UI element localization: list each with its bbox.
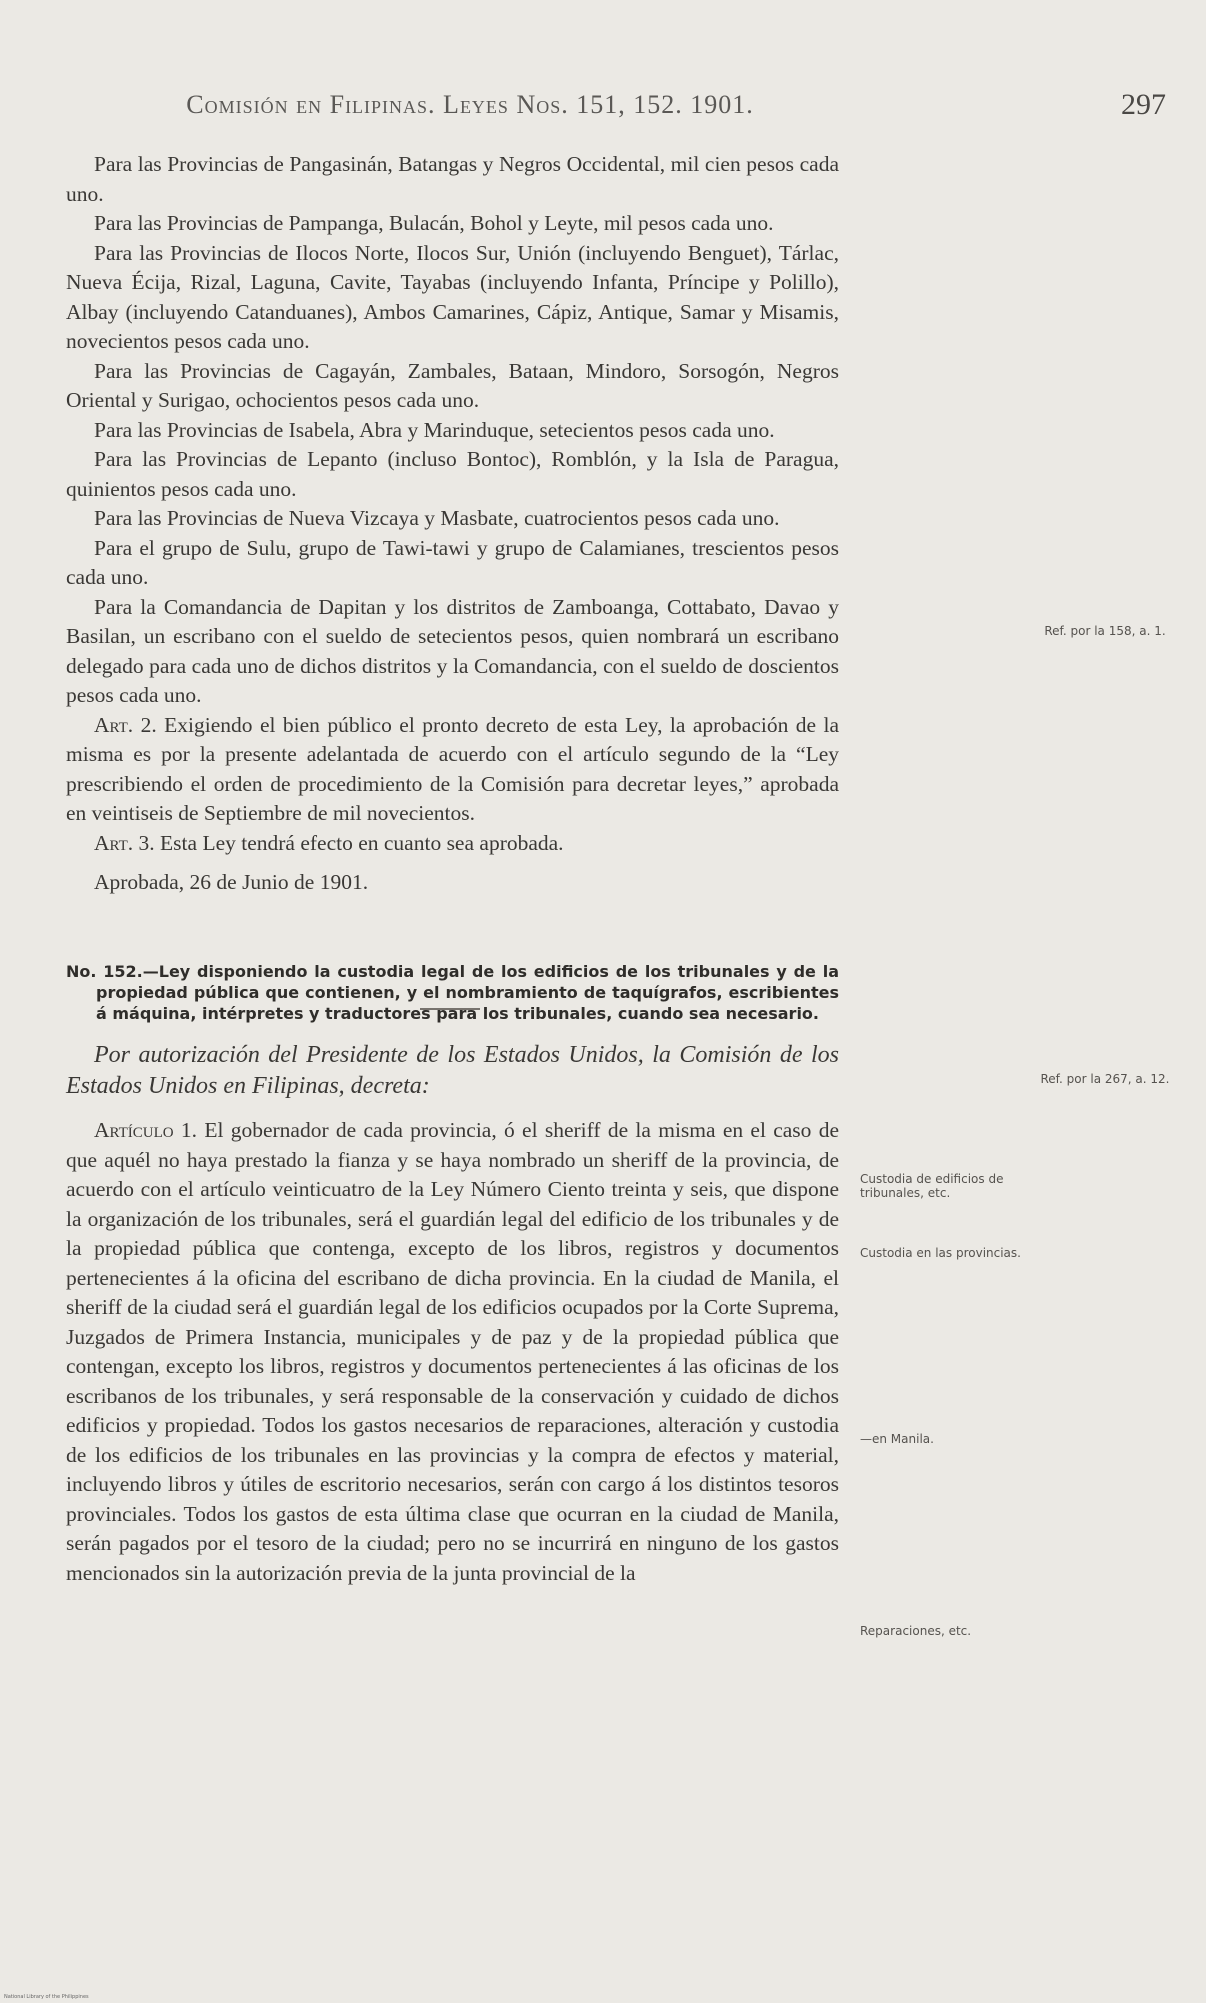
- article-3: [66, 829, 839, 859]
- page-number: 297: [1121, 88, 1166, 121]
- paragraph: Para las Provincias de Pampanga, Bulacán, Bohol y Leyte, mil pesos cada uno.: [94, 211, 774, 235]
- margin-note-en-manila: —en Manila.: [860, 1432, 934, 1446]
- approval-date: Aprobada, 26 de Junio de 1901.: [94, 870, 369, 894]
- law-152: [66, 961, 839, 1588]
- paragraph: Para las Provincias de Lepanto (incluso Bontoc), Romblón, y la Isla de Paragua, quinientos pesos cada uno.: [66, 447, 839, 501]
- paragraph: Para las Provincias de Nueva Vizcaya y Masbate, cuatrocientos pesos cada uno.: [94, 506, 780, 530]
- paragraph: Para el grupo de Sulu, grupo de Tawi-tawi y grupo de Calamianes, trescientos pesos cada uno.: [66, 535, 839, 589]
- margin-note-ref-267: Ref. por la 267, a. 12.: [1040, 1072, 1170, 1086]
- paragraph: Para las Provincias de Cagayán, Zambales, Bataan, Mindoro, Sorsogón, Negros Oriental y Surigao, ochocientos pesos cada uno.: [66, 358, 839, 412]
- article-label: Art. 2.: [94, 712, 157, 737]
- running-head: Comisión en Filipinas. Leyes Nos. 151, 152. 1901.: [186, 90, 754, 119]
- law-number: No. 152.: [66, 962, 143, 981]
- law-152-heading: [66, 961, 839, 1024]
- article-text: Esta Ley tendrá efecto en cuanto sea aprobada.: [160, 830, 564, 855]
- paragraph: Para la Comandancia de Dapitan y los distritos de Zamboanga, Cottabato, Davao y Basilan, un escribano con el sueldo de setecientos pesos, quien nombrará un escribano delegado para cada uno de dichos distritos y la Comandancia, con el sueldo de doscientos pesos cada uno.: [66, 594, 839, 707]
- margin-note-custodia-edificios: Custodia de edificios de tribunales, etc.: [860, 1172, 1004, 1200]
- paragraph: Para las Provincias de Isabela, Abra y Marinduque, setecientos pesos cada uno.: [94, 417, 775, 442]
- article-label: Art. 3.: [94, 830, 155, 855]
- article-label: Artículo 1.: [94, 1118, 198, 1142]
- margin-note-reparaciones: Reparaciones, etc.: [860, 1624, 972, 1638]
- article-text: El gobernador de cada provincia, ó el sheriff de la misma en el caso de que aquél no haya prestado la fianza y se haya nombrado un sheriff de la provincia, de acuerdo con el artículo veinticuatro de la Ley Número Ciento treinta y seis, que dispone la organización de los tribunales, será el guardián legal del edificio de los tribunales y de la propiedad pública que contenga, excepto de los libros, registros y documentos pertenecientes á la oficina del escribano de dicha provincia. En la ciudad de Manila, el sheriff de la ciudad será el guardián legal de los edificios ocupados por la Corte Suprema, Juzgados de Primera Instancia, municipales y de paz y de la propiedad pública que contengan, excepto los libros, registros y documentos pertenecientes á las oficinas de los escribanos de los tribunales, y será responsable de la conservación y cuidado de dichos edificios y propiedad. Todos los gastos necesarios de reparaciones, alteración y custodia de los edificios de los tribunales en las provincias y la compra de efectos y material, incluyendo libros y útiles de escritorio necesarios, serán con cargo á los distintos tesoros provinciales. Todos los gastos de esta última clase que ocurran en la ciudad de Manila, serán pagados por el tesoro de la ciudad; pero no se incurrirá en ninguno de los gastos mencionados sin la autorización previa de la junta provincial de la: [66, 1118, 840, 1585]
- margin-note-ref-158: Ref. por la 158, a. 1.: [1044, 624, 1166, 638]
- article-text: Exigiendo el bien público el pronto decreto de esta Ley, la aprobación de la misma es por la presente adelantada de acuerdo con el artículo segundo de la “Ley prescribiendo el orden de procedimiento de la Comisión para decretar leyes,” aprobada en veintiseis de Septiembre de mil novecientos.: [66, 712, 840, 825]
- law-151-continuation: [66, 150, 839, 898]
- paragraph: Para las Provincias de Ilocos Norte, Ilocos Sur, Unión (incluyendo Benguet), Tárlac, Nueva Écija, Rizal, Laguna, Cavite, Tayabas (incluyendo Infanta, Príncipe y Polillo), Albay (incluyendo Catanduanes), Ambos Camarines, Cápiz, Antique, Samar y Misamis, novecientos pesos cada uno.: [66, 240, 839, 353]
- paragraph: Para las Provincias de Pangasinán, Batangas y Negros Occidental, mil cien pesos cada uno.: [66, 152, 839, 206]
- margin-note-custodia-provincias: Custodia en las provincias.: [860, 1246, 1021, 1260]
- law-title: —Ley disponiendo la custodia legal de los edificios de los tribunales y de la propiedad pública que contienen, y el nombramiento de taquígrafos, escribientes á máquina, intérpretes y traductores para los tribunales, cuando sea necesario.: [96, 962, 839, 1023]
- footer-credit: National Library of the Philippines: [4, 1994, 89, 2000]
- decree-formula: Por autorización del Presidente de los Estados Unidos, la Comisión de los Estados Unidos en Filipinas, decreta:: [66, 1042, 839, 1099]
- article-2: [66, 711, 839, 829]
- article-1: [66, 1116, 839, 1588]
